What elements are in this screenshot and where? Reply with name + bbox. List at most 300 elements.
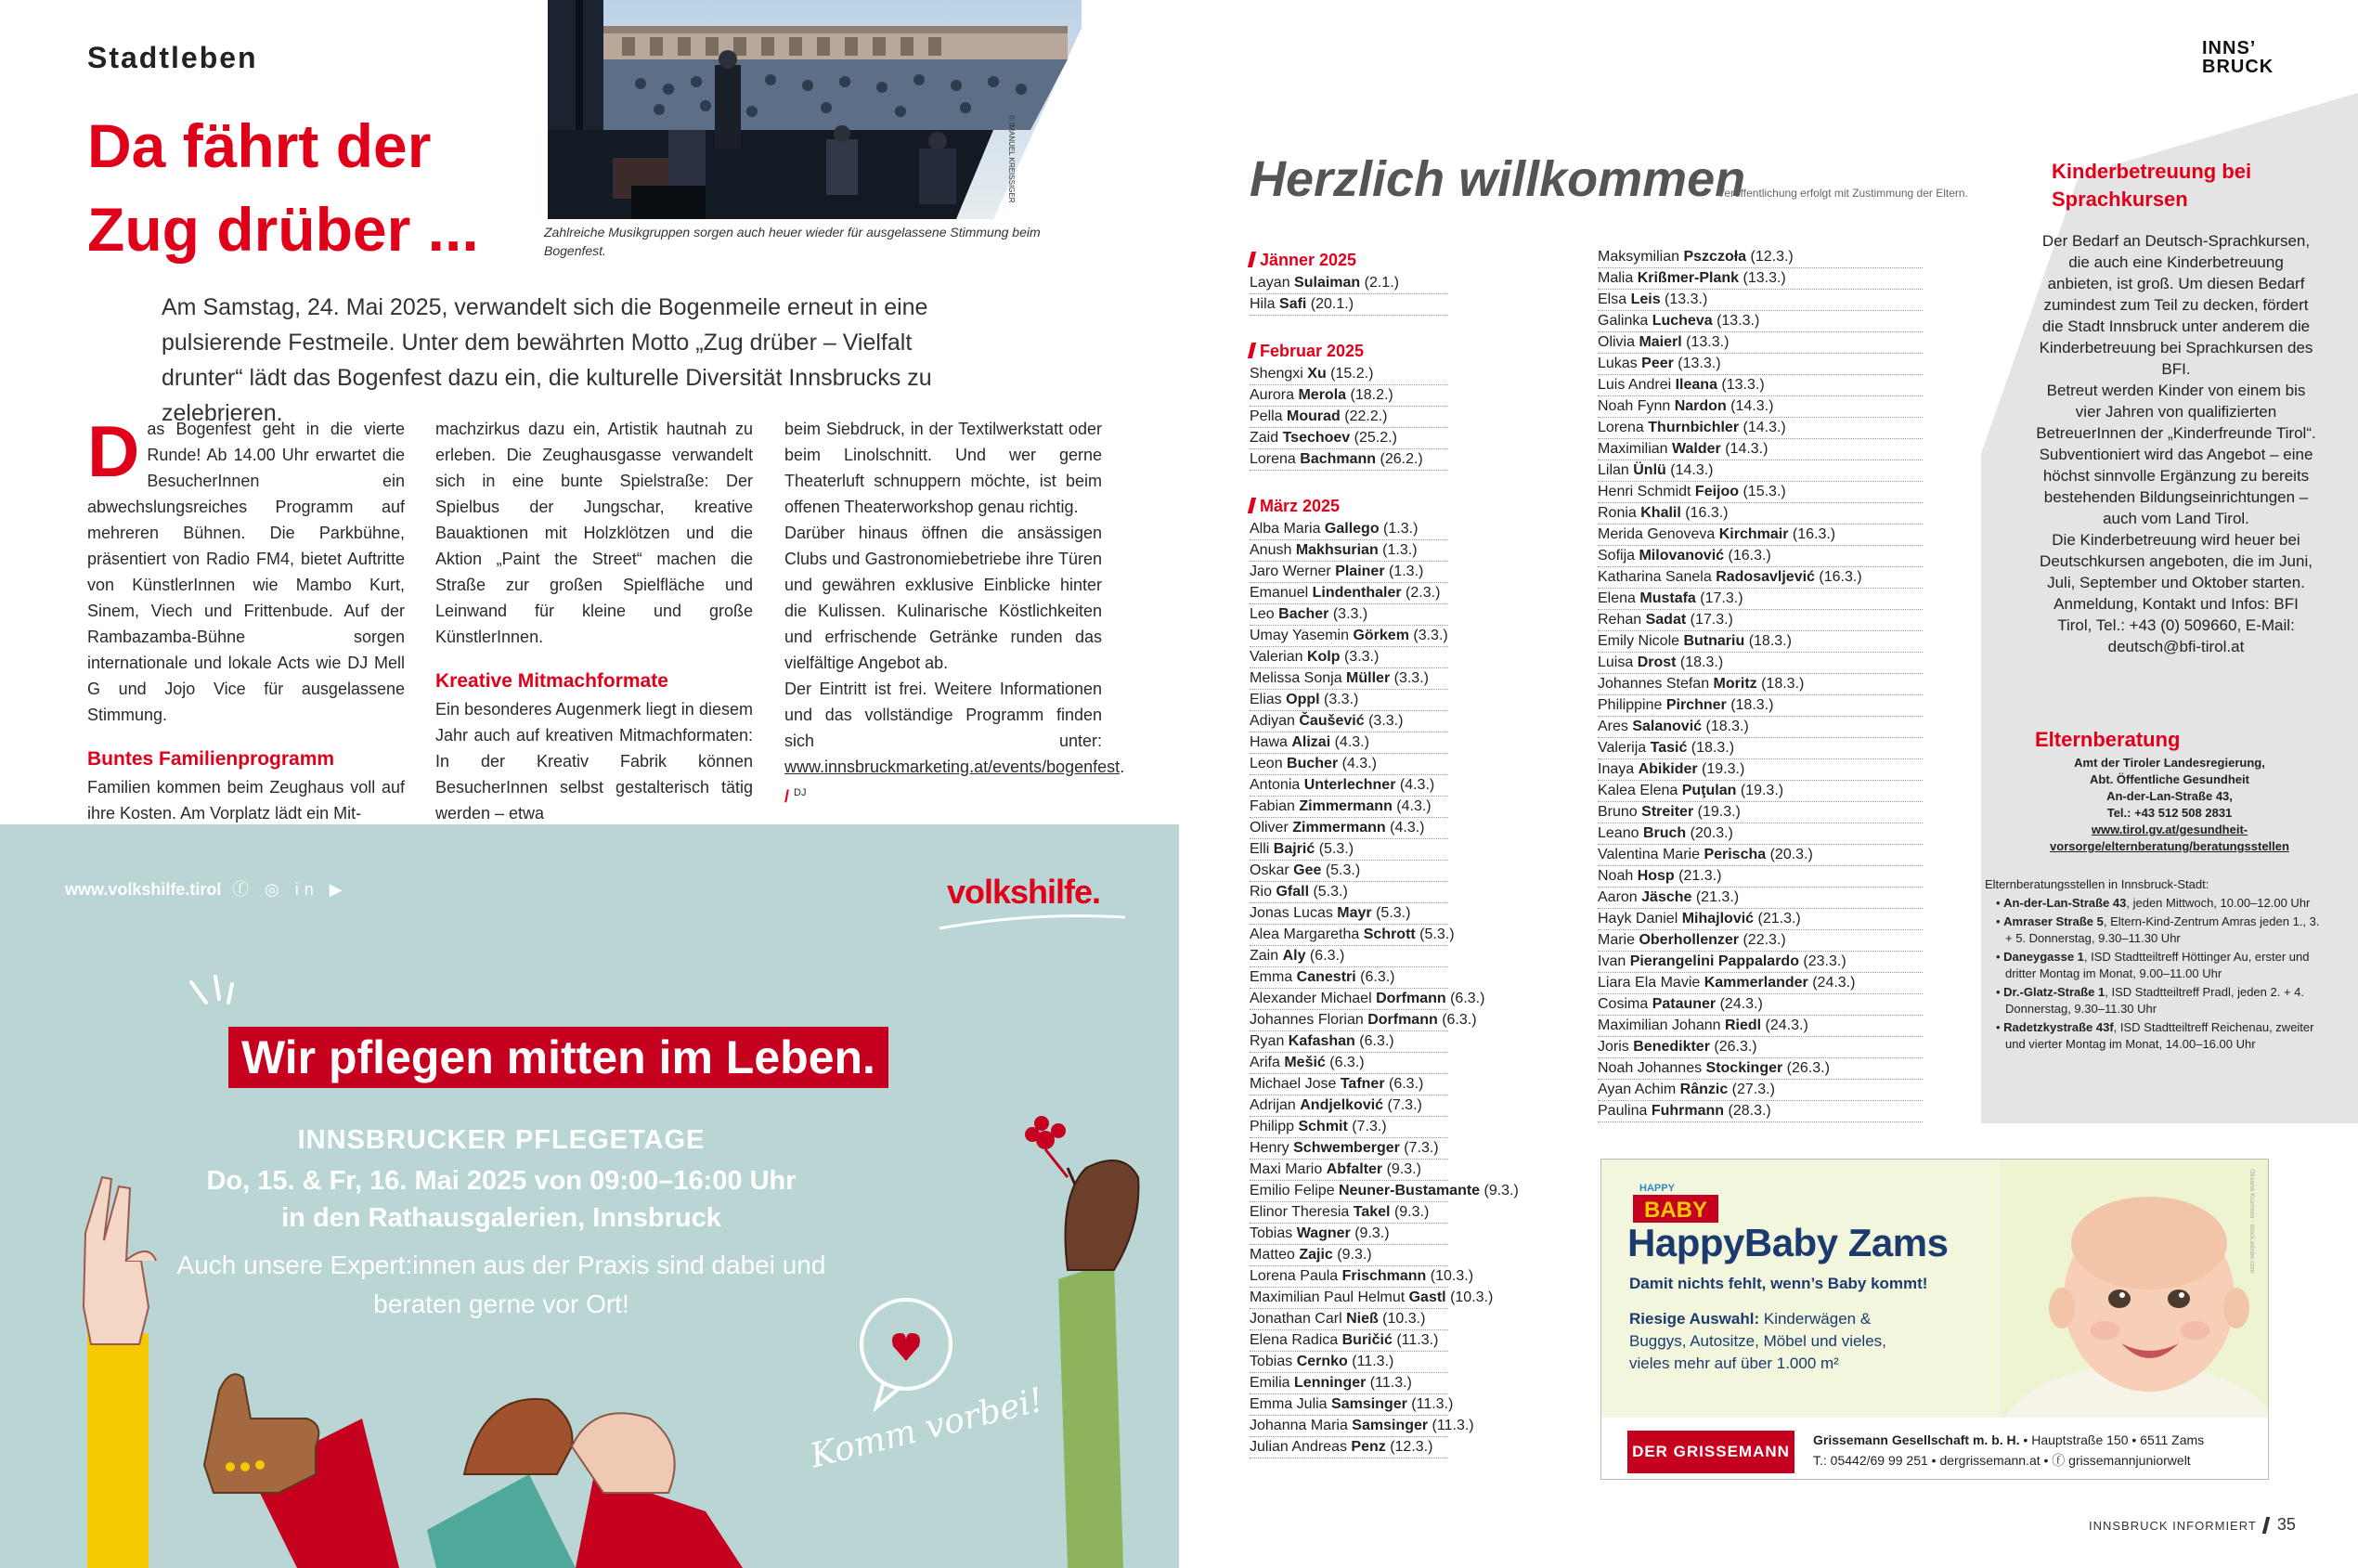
elternberatung-address: [2016, 755, 2323, 855]
name-surname: Merola: [1298, 387, 1347, 403]
name-given: Ares: [1598, 719, 1633, 734]
name-row: [1250, 818, 1448, 839]
name-row: [1598, 589, 1923, 610]
name-row: [1598, 396, 1923, 418]
name-date: (14.3.): [1726, 398, 1774, 414]
name-surname: Penz: [1351, 1439, 1386, 1455]
name-date: (18.3.): [1687, 740, 1735, 756]
panel-title-elternberatung: Elternberatung: [2035, 728, 2181, 751]
name-row: [1250, 1373, 1448, 1394]
name-surname: Bacher: [1278, 606, 1329, 622]
name-row: [1250, 1288, 1494, 1309]
name-date: (19.3.): [1736, 783, 1784, 798]
name-date: (6.3.): [1384, 1076, 1424, 1092]
name-surname: Görkem: [1353, 628, 1409, 643]
name-date: (3.3.): [1364, 713, 1404, 729]
volkshilfe-logo: volkshilfe.: [947, 873, 1101, 911]
name-surname: Oppl: [1286, 692, 1320, 707]
name-date: (5.3.): [1309, 884, 1348, 900]
name-row: [1250, 1181, 1519, 1202]
name-surname: Neuner-Bustamante: [1339, 1183, 1481, 1199]
name-row: [1250, 1352, 1448, 1373]
name-given: Julian Andreas: [1250, 1439, 1352, 1455]
name-given: Noah: [1598, 868, 1638, 884]
list-head: Elternberatungsstellen in Innsbruck-Stadt:: [1985, 877, 2209, 891]
headline: Da fährt der Zug drüber ...: [87, 111, 479, 264]
address-line: Amt der Tiroler Landesregierung,: [2074, 756, 2265, 770]
name-surname: Salanović: [1632, 719, 1703, 734]
name-surname: Perischa: [1704, 847, 1767, 862]
heart-hands-icon: [427, 1399, 743, 1568]
name-given: Tobias: [1250, 1225, 1297, 1241]
name-date: (7.3.): [1383, 1097, 1422, 1113]
name-surname: Gallego: [1324, 521, 1380, 537]
name-surname: Gfall: [1276, 884, 1310, 900]
name-date: (14.3.): [1720, 441, 1768, 457]
name-surname: Mayr: [1337, 905, 1372, 921]
author-signature: DJ: [794, 787, 807, 798]
happybaby-subtitle: Damit nichts fehlt, wenn’s Baby kommt!: [1629, 1275, 1928, 1292]
name-surname: Plainer: [1335, 564, 1385, 579]
name-row: [1598, 439, 1923, 460]
name-date: (9.3.): [1382, 1161, 1421, 1177]
name-row: [1598, 567, 1923, 589]
name-date: (27.3.): [1728, 1082, 1775, 1097]
name-row: [1250, 1117, 1448, 1138]
name-row: [1598, 866, 1923, 888]
name-given: Tobias: [1250, 1354, 1297, 1369]
name-row: [1250, 690, 1448, 711]
name-surname: Dorfmann: [1367, 1012, 1438, 1028]
name-date: (1.3.): [1379, 521, 1419, 537]
name-date: (24.3.): [1807, 975, 1856, 991]
name-date: (9.3.): [1480, 1183, 1519, 1199]
name-date: (4.3.): [1385, 820, 1425, 836]
subheading: Buntes Familienprogramm: [87, 748, 335, 770]
name-date: (17.3.): [1686, 612, 1733, 628]
ad-note-line1: Auch unsere Expert:innen aus der Praxis sind dabei und: [176, 1251, 826, 1279]
name-row: [1250, 647, 1448, 668]
name-row: [1250, 294, 1448, 316]
name-surname: Bachmann: [1300, 451, 1377, 467]
name-row: [1250, 1330, 1448, 1352]
name-date: (10.3.): [1445, 1289, 1494, 1305]
name-date: (5.3.): [1415, 927, 1455, 942]
name-row: [1598, 952, 1923, 973]
name-date: (9.3.): [1350, 1225, 1390, 1241]
name-date: (3.3.): [1340, 649, 1380, 665]
name-row: [1250, 668, 1448, 690]
subheading: Kreative Mitmachformate: [435, 670, 668, 692]
name-row: [1598, 546, 1923, 567]
name-row: [1598, 1080, 1923, 1101]
name-given: Hila: [1250, 296, 1280, 312]
month-slash-icon: [1248, 343, 1256, 358]
name-given: Hawa: [1250, 734, 1292, 750]
paragraph: Darüber hinaus öffnen die ansässigen Clubs und Gastronomiebetriebe ihre Türen und gewähren exklusive Einblicke hinter die Kulissen. Kulinarische Köstlichkeiten und erfrischende Getränke runden das vielfältige Angebot ab.: [784, 524, 1102, 672]
grissemann-contact: T.: 05442/69 99 251 • dergrissemann.at • ⓕ grissemannjuniorwelt: [1813, 1453, 2191, 1468]
name-given: Lorena: [1598, 420, 1649, 435]
name-surname: Takel: [1353, 1204, 1391, 1220]
name-surname: Nieß: [1346, 1311, 1379, 1327]
name-date: (10.3.): [1426, 1268, 1474, 1284]
name-surname: Kirchmair: [1718, 526, 1789, 542]
name-date: (23.3.): [1798, 953, 1846, 969]
name-row: [1250, 967, 1448, 989]
name-date: (14.3.): [1665, 462, 1714, 478]
name-given: Elli: [1250, 841, 1274, 857]
name-surname: Makhsurian: [1295, 542, 1379, 558]
month-slash-icon: [1248, 498, 1256, 513]
name-given: Lukas: [1598, 356, 1642, 371]
list-item-details: , jeden Mittwoch, 10.00–12.00 Uhr: [2126, 896, 2311, 910]
ad-note: [0, 1246, 1091, 1324]
list-item-street: Amraser Straße 5: [2003, 914, 2104, 928]
name-surname: Sadat: [1645, 612, 1687, 628]
panel-text-kinderbetreuung: [1979, 230, 2351, 657]
name-given: Jonas Lucas: [1250, 905, 1338, 921]
name-row: [1250, 1010, 1477, 1031]
name-surname: Mustafa: [1639, 590, 1696, 606]
name-given: Liara Ela Mavie: [1598, 975, 1704, 991]
name-row: [1598, 354, 1923, 375]
name-date: (9.3.): [1332, 1247, 1372, 1263]
name-given: Lorena Paula: [1250, 1268, 1342, 1284]
panel-paragraph: Betreut werden Kinder von einem bis vier Jahren von qualifizierten BetreuerInnen der „Kinderfreunde Tirol“. Subventioniert wird das Angebot – eine höchst sinnvolle Ergänzung zu bereits bestehenden Bildungseinrichtungen – auch vom Land Tirol.: [2036, 382, 2316, 527]
name-date: (9.3.): [1390, 1204, 1430, 1220]
name-given: Leano: [1598, 825, 1643, 841]
name-date: (13.3.): [1739, 270, 1786, 286]
name-surname: Lucheva: [1652, 313, 1713, 329]
name-surname: Gastl: [1408, 1289, 1446, 1305]
name-row: [1250, 861, 1448, 882]
concert-photo: [548, 0, 1082, 219]
name-row: [1250, 519, 1448, 540]
name-given: Luis Andrei: [1598, 377, 1676, 393]
name-row: [1250, 1416, 1474, 1437]
name-date: (21.3.): [1674, 868, 1722, 884]
name-row: [1598, 717, 1923, 738]
name-surname: Tsechoev: [1282, 430, 1351, 446]
name-given: Paulina: [1598, 1103, 1652, 1119]
name-row: [1598, 375, 1923, 396]
name-given: Marie: [1598, 932, 1639, 948]
name-row: [1598, 845, 1923, 866]
name-given: Zaid: [1250, 430, 1283, 446]
name-row: [1250, 364, 1448, 385]
birth-list-column-2: [1598, 247, 1862, 1122]
name-row: [1250, 1202, 1448, 1224]
name-given: Layan: [1250, 275, 1295, 291]
name-row: [1598, 482, 1923, 503]
elternberatung-link[interactable]: www.tirol.gv.at/gesundheit-vorsorge/elternberatung/beratungsstellen: [2050, 823, 2289, 853]
name-date: (16.3.): [1788, 526, 1836, 542]
name-surname: Cernko: [1296, 1354, 1348, 1369]
name-surname: Nardon: [1674, 398, 1727, 414]
name-given: Alexander Michael: [1250, 991, 1377, 1006]
name-date: (18.3.): [1756, 676, 1805, 692]
panel-paragraph: Der Bedarf an Deutsch-Sprachkursen, die auch eine Kinderbetreuung anbieten, ist groß. Um diesen Bedarf zumindest zum Teil zu decken, fördert die Stadt Innsbruck unter anderem die Kinderbetreuung bei Sprachkursen des BFI.: [2039, 232, 2313, 378]
name-date: (3.3.): [1319, 692, 1359, 707]
name-given: Lilan: [1598, 462, 1634, 478]
name-date: (5.3.): [1371, 905, 1411, 921]
name-row: [1250, 732, 1448, 754]
paragraph: Familien kommen beim Zeughaus voll auf ihre Kosten. Am Vorplatz lädt ein Mit-: [87, 778, 405, 823]
name-date: (7.3.): [1347, 1119, 1387, 1134]
volkshilfe-url[interactable]: www.volkshilfe.tirol: [65, 880, 222, 899]
name-given: Michael Jose: [1250, 1076, 1341, 1092]
name-date: (11.3.): [1406, 1396, 1454, 1412]
name-given: Arifa: [1250, 1055, 1285, 1070]
name-given: Pella: [1250, 408, 1288, 424]
name-given: Luisa: [1598, 654, 1638, 670]
name-date: (16.3.): [1814, 569, 1862, 585]
desc-bold: Riesige Auswahl:: [1629, 1310, 1760, 1328]
name-given: Ayan Achim: [1598, 1082, 1680, 1097]
desc-text: Kinderwägen & Buggys, Autositze, Möbel und vieles, vieles mehr auf über 1.000 m²: [1629, 1310, 1886, 1372]
name-given: Noah Fynn: [1598, 398, 1675, 414]
name-surname: Puţulan: [1681, 783, 1737, 798]
name-surname: Oberhollenzer: [1639, 932, 1740, 948]
month-heading: [1250, 342, 1448, 361]
paragraph-text: Der Eintritt ist frei. Weitere Informationen und das vollständige Programm finden sich unter:: [784, 680, 1102, 750]
bullet-icon: •: [1996, 1020, 2004, 1034]
name-date: (18.3.): [1702, 719, 1749, 734]
name-date: (6.3.): [1354, 1033, 1394, 1049]
name-surname: Bruch: [1642, 825, 1687, 841]
name-surname: Kolp: [1306, 649, 1341, 665]
name-surname: Moritz: [1713, 676, 1757, 692]
name-row: [1250, 903, 1448, 925]
list-item-details: , ISD Stadtteiltreff Reichenau, zweiter und vierter Montag im Monat, 14.00–16.00 Uhr: [2005, 1020, 2314, 1051]
name-surname: Andjelković: [1300, 1097, 1384, 1113]
name-given: Philippine: [1598, 697, 1666, 713]
grissemann-address: [1813, 1432, 2204, 1447]
ad-event-title: INNSBRUCKER PFLEGETAGE: [297, 1125, 706, 1155]
name-surname: Kammerlander: [1704, 975, 1808, 991]
name-row: [1598, 738, 1923, 759]
name-row: [1250, 583, 1448, 604]
name-given: Rio: [1250, 884, 1276, 900]
address-line: An-der-Lan-Straße 43,: [2106, 789, 2233, 803]
name-date: (20.3.): [1686, 825, 1733, 841]
name-row: [1598, 525, 1923, 546]
name-row: [1250, 407, 1448, 428]
event-link[interactable]: www.innsbruckmarketing.at/events/bogenfest: [784, 758, 1121, 776]
name-given: Emanuel: [1250, 585, 1313, 601]
name-date: (25.2.): [1350, 430, 1397, 446]
name-date: (3.3.): [1408, 628, 1448, 643]
name-date: (7.3.): [1399, 1140, 1439, 1156]
name-row: [1598, 418, 1923, 439]
name-row: [1598, 1016, 1923, 1037]
name-given: Johannes Florian: [1250, 1012, 1368, 1028]
ad-event-date: Do, 15. & Fr, 16. Mai 2025 von 09:00–16:00 Uhr: [206, 1166, 797, 1196]
name-date: (12.3.): [1385, 1439, 1433, 1455]
name-given: Maximilian Paul Helmut: [1250, 1289, 1409, 1305]
name-surname: Canestri: [1296, 969, 1356, 985]
name-row: [1250, 626, 1448, 647]
bullet-icon: •: [1996, 985, 2004, 999]
name-row: [1250, 711, 1448, 732]
name-given: Maxi Mario: [1250, 1161, 1327, 1177]
list-item: [1976, 1019, 2325, 1053]
name-row: [1250, 1309, 1448, 1330]
happybaby-title: HappyBaby Zams: [1627, 1221, 1949, 1264]
name-surname: Rânzic: [1679, 1082, 1729, 1097]
name-row: [1250, 1160, 1448, 1181]
name-date: (24.3.): [1761, 1017, 1808, 1033]
ad-note-line2: beraten gerne vor Ort!: [373, 1289, 629, 1318]
name-date: (1.3.): [1384, 564, 1424, 579]
article-column-1: [87, 410, 405, 826]
name-surname: Krißmer-Plank: [1637, 270, 1740, 286]
name-date: (26.2.): [1376, 451, 1423, 467]
name-row: [1250, 946, 1448, 967]
name-given: Leon: [1250, 756, 1288, 771]
name-date: (13.3.): [1660, 292, 1708, 307]
name-given: Emma Julia: [1250, 1396, 1332, 1412]
name-row: [1250, 989, 1485, 1010]
name-given: Johannes Stefan: [1598, 676, 1714, 692]
name-given: Aurora: [1250, 387, 1299, 403]
name-given: Elias: [1250, 692, 1287, 707]
name-row: [1250, 428, 1448, 449]
name-row: [1598, 1058, 1923, 1080]
name-given: Sofija: [1598, 548, 1639, 564]
name-given: Adrijan: [1250, 1097, 1301, 1113]
name-row: [1250, 449, 1448, 471]
name-surname: Leis: [1630, 292, 1661, 307]
address-line: Abt. Öffentliche Gesundheit: [2090, 772, 2249, 786]
name-surname: Lindenthaler: [1312, 585, 1402, 601]
name-date: (18.3.): [1676, 654, 1724, 670]
name-row: [1598, 994, 1923, 1016]
name-given: Alea Margaretha: [1250, 927, 1364, 942]
name-given: Jonathan Carl: [1250, 1311, 1347, 1327]
list-item-street: Daneygasse 1: [2003, 950, 2084, 964]
list-item: [1976, 949, 2325, 982]
list-item-street: Radetzkystraße 43f: [2003, 1020, 2114, 1034]
name-given: Henri Schmidt: [1598, 484, 1695, 499]
name-date: (16.3.): [1680, 505, 1729, 521]
name-given: Merida Genoveva: [1598, 526, 1719, 542]
name-given: Lorena: [1250, 451, 1301, 467]
name-row: [1250, 540, 1448, 562]
name-date: (13.3.): [1717, 377, 1765, 393]
name-row: [1598, 503, 1923, 525]
name-row: [1598, 247, 1923, 268]
name-date: (6.3.): [1355, 969, 1395, 985]
name-given: Maximilian: [1598, 441, 1673, 457]
name-row: [1598, 973, 1923, 994]
name-row: [1250, 1245, 1448, 1266]
bullet-icon: •: [1996, 950, 2004, 964]
name-surname: Unterlechner: [1303, 777, 1396, 793]
name-surname: Samsinger: [1352, 1418, 1429, 1433]
name-given: Valerija: [1598, 740, 1651, 756]
social-icons[interactable]: ⓕ ◎ in ▶: [232, 880, 348, 899]
name-date: (26.3.): [1709, 1039, 1757, 1055]
name-surname: Butnariu: [1683, 633, 1745, 649]
name-given: Philipp: [1250, 1119, 1299, 1134]
name-date: (18.3.): [1744, 633, 1792, 649]
name-given: Matteo: [1250, 1247, 1300, 1263]
name-given: Jaro Werner: [1250, 564, 1336, 579]
name-given: Elinor Theresia: [1250, 1204, 1354, 1220]
name-row: [1598, 311, 1923, 332]
name-date: (17.3.): [1695, 590, 1743, 606]
name-row: [1598, 653, 1923, 674]
name-given: Oliver: [1250, 820, 1293, 836]
name-row: [1250, 754, 1448, 775]
name-surname: Khalil: [1640, 505, 1681, 521]
name-row: [1250, 1138, 1448, 1160]
month-label: März 2025: [1260, 497, 1341, 515]
name-given: Johanna Maria: [1250, 1418, 1353, 1433]
month-label: Februar 2025: [1260, 342, 1365, 360]
name-row: [1598, 695, 1923, 717]
name-row: [1598, 674, 1923, 695]
name-date: (11.3.): [1428, 1418, 1474, 1433]
name-surname: Schmit: [1298, 1119, 1348, 1134]
name-row: [1598, 268, 1923, 290]
name-row: [1250, 925, 1455, 946]
name-surname: Abikider: [1638, 761, 1698, 777]
section-label: Stadtleben: [87, 41, 258, 74]
name-row: [1598, 290, 1923, 311]
happybaby-footer: [1601, 1418, 2269, 1480]
name-date: (2.1.): [1360, 275, 1399, 291]
name-surname: Abfalter: [1326, 1161, 1383, 1177]
name-row: [1250, 1053, 1448, 1074]
name-surname: Hosp: [1637, 868, 1675, 884]
name-surname: Dorfmann: [1376, 991, 1446, 1006]
name-date: (4.3.): [1395, 777, 1435, 793]
name-surname: Pszczoła: [1683, 249, 1747, 265]
right-page: [1179, 0, 2358, 1568]
page-number: 35: [2276, 1515, 2296, 1534]
name-given: Emma: [1250, 969, 1297, 985]
month-heading: [1250, 497, 1448, 516]
name-row: [1250, 882, 1448, 903]
brand-line-1: INNS’: [2202, 38, 2257, 58]
name-date: (20.3.): [1766, 847, 1813, 862]
happybaby-logo-icon: [1629, 1180, 1722, 1225]
list-item-details: , Eltern-Kind-Zentrum Amras jeden 1., 3. + 5. Donnerstag, 9.30–11.30 Uhr: [2005, 914, 2320, 945]
address-line: Tel.: +43 512 508 2831: [2106, 806, 2233, 820]
name-date: (1.3.): [1378, 542, 1418, 558]
photo-caption: Zahlreiche Musikgruppen sorgen auch heuer wieder für ausgelassene Stimmung beim Bogenfest.: [544, 225, 1041, 258]
link-end: .: [1120, 758, 1125, 776]
month-label: Jänner 2025: [1260, 251, 1357, 269]
page-footer: [2089, 1515, 2296, 1535]
name-row: [1598, 930, 1923, 952]
bullet-icon: •: [1996, 896, 2004, 910]
name-row: [1598, 909, 1923, 930]
name-date: (6.3.): [1325, 1055, 1365, 1070]
name-row: [1250, 604, 1448, 626]
name-date: (4.3.): [1330, 734, 1369, 750]
thumbs-up-icon: [204, 1374, 399, 1568]
name-row: [1250, 1266, 1474, 1288]
name-row: [1250, 1394, 1454, 1416]
name-surname: Zajic: [1299, 1247, 1333, 1263]
name-date: (13.3.): [1673, 356, 1721, 371]
name-row: [1598, 460, 1923, 482]
name-surname: Mourad: [1287, 408, 1341, 424]
name-date: (5.3.): [1321, 862, 1361, 878]
